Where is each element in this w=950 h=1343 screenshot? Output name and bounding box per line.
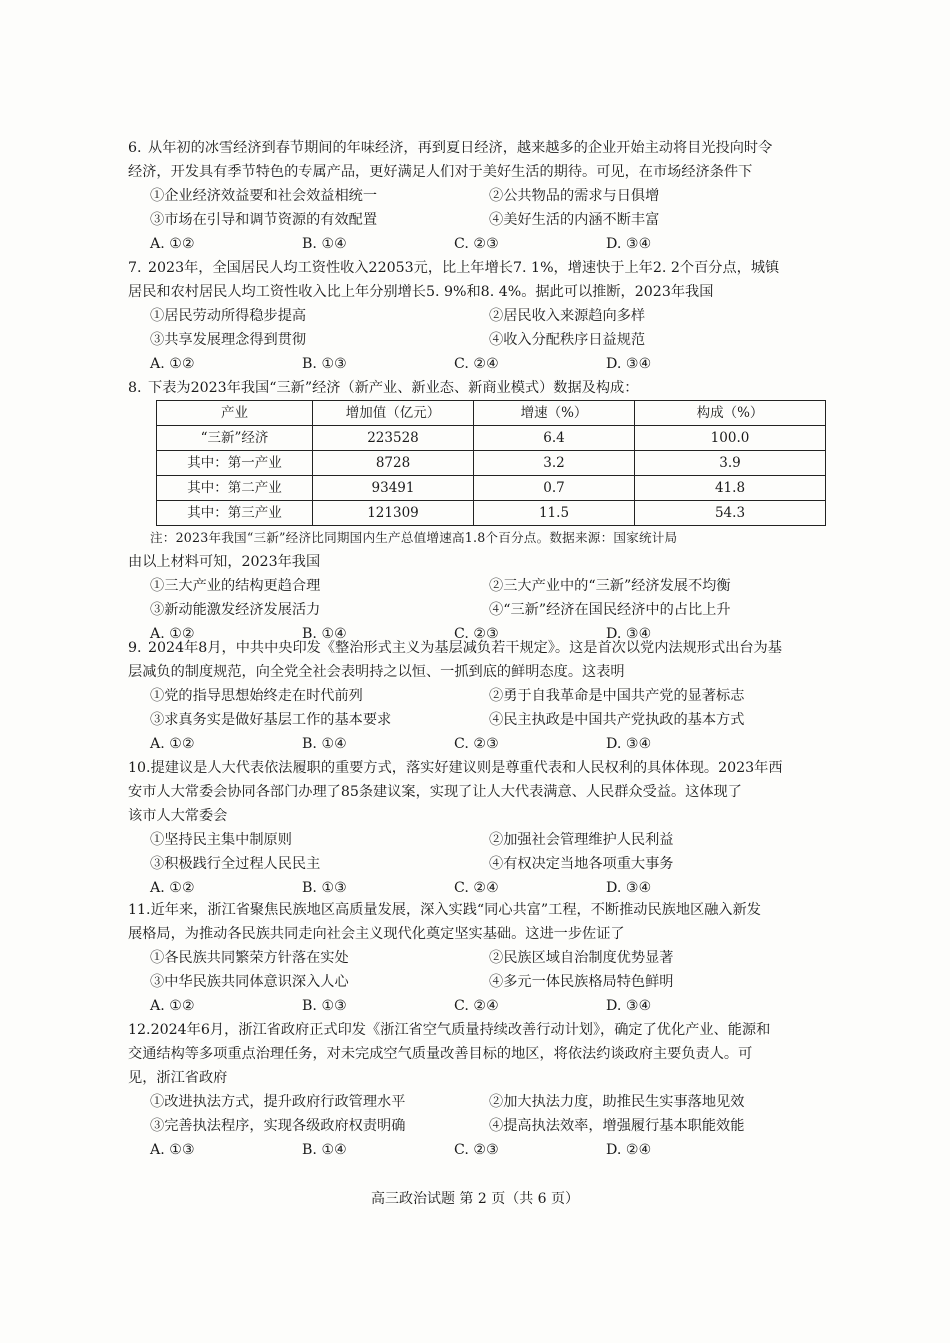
table-cell: 223528 (313, 426, 474, 451)
question-stem: 交通结构等多项重点治理任务，对未完成空气质量改善目标的地区，将依法约谈政府主要负责人。可 (128, 1046, 753, 1062)
statement-option: ①改进执法方式，提升政府行政管理水平 (150, 1094, 406, 1110)
question-stem: 层减负的制度规范，向全党全社会表明持之以恒、一抓到底的鲜明态度。这表明 (128, 664, 625, 680)
answer-choice: B. ①③ (302, 356, 347, 372)
question-stem: 2023年，全国居民人均工资性收入22053元，比上年增长7. 1%，增速快于上年2. 2个百分点，城镇 (148, 260, 780, 276)
answer-choices (128, 232, 828, 256)
statement-options (128, 684, 828, 732)
statement-option: ③完善执法程序，实现各级政府权责明确 (150, 1118, 406, 1134)
answer-choice: D. ③④ (606, 736, 652, 752)
table-note: 注：2023年我国“三新”经济比同期国内生产总值增速高1.8个百分点。数据来源：国家统计局 (150, 530, 678, 545)
table-cell: 6.4 (474, 426, 635, 451)
statement-option: ②加大执法力度，助推民生实事落地见效 (489, 1094, 745, 1110)
answer-choice: C. ②③ (454, 626, 499, 642)
statement-option: ①党的指导思想始终走在时代前列 (150, 688, 363, 704)
answer-choice: A. ①② (150, 880, 195, 896)
question-number: 8. (128, 380, 142, 396)
answer-choice: A. ①② (150, 236, 195, 252)
answer-choice: D. ③④ (606, 236, 652, 252)
statement-option: ②居民收入来源趋向多样 (489, 308, 646, 324)
answer-choices (128, 352, 828, 376)
question-stem: 2024年8月，中共中央印发《整治形式主义为基层减负若干规定》。这是首次以党内法规形式出台为基 (148, 640, 782, 656)
answer-choice: B. ①④ (302, 236, 347, 252)
statement-option: ④民主执政是中国共产党执政的基本方式 (489, 712, 745, 728)
statement-option: ③中华民族共同体意识深入人心 (150, 974, 349, 990)
answer-choice: B. ①④ (302, 1142, 347, 1158)
table-cell: “三新”经济 (157, 426, 313, 451)
question-number: 6. (128, 140, 142, 156)
table-cell: 121309 (313, 501, 474, 526)
statement-option: ③求真务实是做好基层工作的基本要求 (150, 712, 392, 728)
question-stem: 2024年6月，浙江省政府正式印发《浙江省空气质量持续改善行动计划》，确定了优化产业、能源和 (150, 1022, 771, 1038)
statement-option: ①居民劳动所得稳步提高 (150, 308, 307, 324)
statement-options (128, 946, 828, 994)
answer-choice: D. ③④ (606, 880, 652, 896)
answer-choice: A. ①③ (150, 1142, 195, 1158)
question-6 (128, 136, 828, 256)
answer-choice: B. ①④ (302, 736, 347, 752)
table-row (157, 426, 826, 451)
answer-choice: B. ①③ (302, 998, 347, 1014)
statement-option: ①企业经济效益要和社会效益相统一 (150, 188, 378, 204)
answer-choice: A. ①② (150, 736, 195, 752)
question-9 (128, 636, 828, 756)
table-header: 构成（%） (635, 401, 826, 426)
statement-option: ④美好生活的内涵不断丰富 (489, 212, 660, 228)
answer-choices (128, 876, 828, 900)
question-stem: 见，浙江省政府 (128, 1070, 228, 1086)
question-number: 7. (128, 260, 142, 276)
question-stem: 安市人大常委会协同各部门办理了85条建议案，实现了让人大代表满意、人民群众受益。这体现了 (128, 784, 742, 800)
question-stem: 从年初的冰雪经济到春节期间的年味经济，再到夏日经济，越来越多的企业开始主动将目光投向时令 (148, 140, 773, 156)
question-stem: 下表为2023年我国“三新”经济（新产业、新业态、新商业模式）数据及构成： (148, 380, 639, 396)
statement-option: ③市场在引导和调节资源的有效配置 (150, 212, 378, 228)
answer-choice: C. ②④ (454, 998, 499, 1014)
answer-choice: C. ②③ (454, 1142, 499, 1158)
statement-option: ①三大产业的结构更趋合理 (150, 578, 321, 594)
statement-options (128, 304, 828, 352)
question-10 (128, 756, 828, 900)
statement-options (128, 574, 828, 622)
statement-option: ①坚持民主集中制原则 (150, 832, 292, 848)
answer-choice: C. ②③ (454, 236, 499, 252)
statement-option: ②加强社会管理维护人民利益 (489, 832, 674, 848)
answer-choice: C. ②④ (454, 880, 499, 896)
statement-option: ③积极践行全过程人民民主 (150, 856, 321, 872)
question-11 (128, 898, 828, 1018)
answer-choice: B. ①④ (302, 626, 347, 642)
table-cell: 11.5 (474, 501, 635, 526)
table-cell: 100.0 (635, 426, 826, 451)
statement-option: ④有权决定当地各项重大事务 (489, 856, 674, 872)
data-table (156, 400, 826, 526)
table-cell: 3.2 (474, 451, 635, 476)
table-row (157, 451, 826, 476)
statement-option: ②勇于自我革命是中国共产党的显著标志 (489, 688, 745, 704)
statement-option: ④“三新”经济在国民经济中的占比上升 (489, 602, 731, 618)
question-number: 9. (128, 640, 142, 656)
table-cell: 其中：第二产业 (157, 476, 313, 501)
answer-choice: A. ①② (150, 998, 195, 1014)
table-cell: 41.8 (635, 476, 826, 501)
statement-option: ④多元一体民族格局特色鲜明 (489, 974, 674, 990)
statement-options (128, 828, 828, 876)
question-number: 12. (128, 1022, 151, 1038)
table-cell: 其中：第一产业 (157, 451, 313, 476)
answer-choices (128, 994, 828, 1018)
answer-choices (128, 732, 828, 756)
question-stem: 该市人大常委会 (128, 808, 228, 824)
question-stem: 展格局，为推动各民族共同走向社会主义现代化奠定坚实基础。这进一步佐证了 (128, 926, 625, 942)
answer-choice: D. ②④ (606, 1142, 652, 1158)
question-number: 10. (128, 760, 151, 776)
page-footer: 高三政治试题 第 2 页（共 6 页） (370, 1191, 580, 1207)
question-7 (128, 256, 828, 376)
answer-choice: D. ③④ (606, 998, 652, 1014)
table-cell: 93491 (313, 476, 474, 501)
answer-choice: C. ②③ (454, 736, 499, 752)
table-cell: 其中：第三产业 (157, 501, 313, 526)
statement-option: ④提高执法效率，增强履行基本职能效能 (489, 1118, 745, 1134)
table-cell: 54.3 (635, 501, 826, 526)
table-cell: 8728 (313, 451, 474, 476)
table-row (157, 476, 826, 501)
table-header: 增速（%） (474, 401, 635, 426)
answer-choice: D. ③④ (606, 626, 652, 642)
table-header: 产业 (157, 401, 313, 426)
table-cell: 0.7 (474, 476, 635, 501)
answer-choice: D. ③④ (606, 356, 652, 372)
question-number: 11. (128, 902, 151, 918)
table-header-row (157, 401, 826, 426)
table-cell: 3.9 (635, 451, 826, 476)
question-stem: 近年来，浙江省聚焦民族地区高质量发展，深入实践“同心共富”工程，不断推动民族地区融入新发 (150, 902, 761, 918)
statement-option: ①各民族共同繁荣方针落在实处 (150, 950, 349, 966)
statement-option: ③新动能激发经济发展活力 (150, 602, 321, 618)
statement-option: ②三大产业中的“三新”经济发展不均衡 (489, 578, 731, 594)
question-stem: 居民和农村居民人均工资性收入比上年分别增长5. 9%和8. 4%。据此可以推断，2023年我国 (128, 284, 714, 300)
question-stem: 提建议是人大代表依法履职的重要方式，落实好建议则是尊重代表和人民权利的具体体现。2023年西 (150, 760, 783, 776)
question-lead: 由以上材料可知，2023年我国 (128, 554, 321, 570)
answer-choice: A. ①② (150, 356, 195, 372)
statement-option: ③共享发展理念得到贯彻 (150, 332, 307, 348)
statement-option: ②民族区域自治制度优势显著 (489, 950, 674, 966)
statement-options (128, 1090, 828, 1138)
answer-choices (128, 1138, 828, 1162)
answer-choice: B. ①③ (302, 880, 347, 896)
question-12 (128, 1018, 828, 1162)
statement-option: ④收入分配秩序日益规范 (489, 332, 646, 348)
question-8 (128, 376, 828, 646)
answer-choice: A. ①② (150, 626, 195, 642)
table-header: 增加值（亿元） (313, 401, 474, 426)
table-row (157, 501, 826, 526)
statement-option: ②公共物品的需求与日俱增 (489, 188, 660, 204)
answer-choice: C. ②④ (454, 356, 499, 372)
statement-options (128, 184, 828, 232)
question-stem: 经济，开发具有季节特色的专属产品，更好满足人们对于美好生活的期待。可见，在市场经济条件下 (128, 164, 753, 180)
